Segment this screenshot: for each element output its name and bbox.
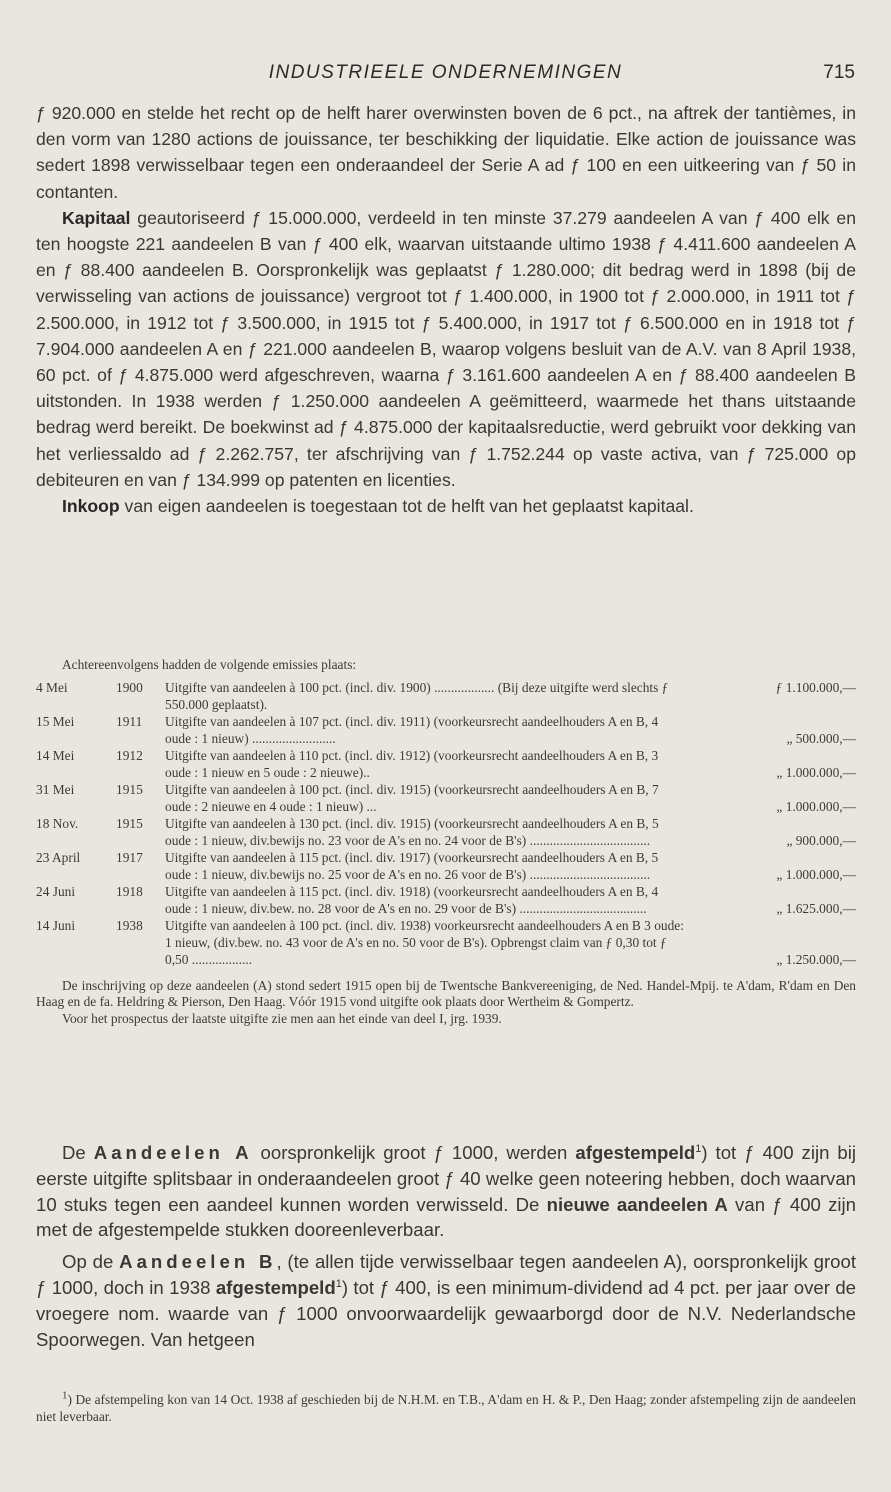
footnote-ref: 1 bbox=[335, 1277, 342, 1290]
emission-row bbox=[36, 815, 856, 849]
emission-amount: „ 1.625.000,— bbox=[776, 901, 856, 916]
footnote-text: ) De afstempeling kon van 14 Oct. 1938 af geschieden bij de N.H.M. en T.B., A'dam en H. & P., Den Haag; zonder afstempeling zijn de aandeelen niet leverbaar. bbox=[36, 1392, 856, 1424]
emission-year: 1912 bbox=[116, 748, 143, 763]
shares-a-paragraph bbox=[36, 1140, 856, 1243]
emission-amount: „ 1.000.000,— bbox=[776, 867, 856, 882]
emissions-note: Voor het prospectus der laatste uitgifte zie men aan het einde van deel I, jrg. 1939. bbox=[62, 1010, 502, 1026]
text-run: van ƒ 400 zijn met de afgestempelde stukken dooreenleverbaar. bbox=[36, 1193, 857, 1241]
text-run: , (te allen tijde verwisselbaar tegen aandeelen A), oorspronkelijk groot ƒ 1000, doch in 1938 bbox=[36, 1251, 857, 1298]
emission-date: 24 Juni bbox=[36, 884, 76, 899]
shares-b-paragraph bbox=[36, 1249, 856, 1352]
emission-row bbox=[36, 747, 856, 781]
page-header bbox=[36, 60, 855, 88]
emission-year: 1911 bbox=[116, 714, 143, 729]
emission-row bbox=[36, 917, 856, 968]
footnote-ref: 1 bbox=[695, 1142, 702, 1155]
emission-row bbox=[36, 849, 856, 883]
inkoop-lead: Inkoop bbox=[62, 496, 120, 517]
inkoop-text: van eigen aandeelen is toegestaan tot de helft van het geplaatst kapitaal. bbox=[119, 496, 694, 517]
emission-description: Uitgifte van aandeelen à 100 pct. (incl. div. 1900) .................. (Bij deze uitgifte werd slechts ƒ 550.000 geplaatst). bbox=[165, 680, 669, 712]
emission-row bbox=[36, 781, 856, 815]
emission-date: 15 Mei bbox=[36, 714, 75, 729]
stamped-term: afgestempeld bbox=[575, 1142, 696, 1163]
emission-description: Uitgifte van aandeelen à 115 pct. (incl. div. 1917) (voorkeursrecht aandeelhouders A en B, 5 oude : 1 nieuw, div.bewijs no. 25 voor de A's en no. 26 voor de B's) .................................... bbox=[165, 850, 659, 882]
text-run: De bbox=[62, 1142, 94, 1163]
emission-date: 14 Mei bbox=[36, 748, 75, 763]
intro-paragraph bbox=[36, 100, 856, 205]
new-shares-term: nieuwe aandeelen A bbox=[546, 1193, 728, 1215]
intro-section bbox=[36, 100, 856, 519]
text-run: ) tot ƒ 400 zijn bij eerste uitgifte splitsbaar in onderaandeelen groot ƒ 40 welke geen noteering hebben, doch waarvan 10 stuks tegen een aandeel kunnen worden verwisseld. De bbox=[36, 1142, 857, 1215]
emission-date: 18 Nov. bbox=[36, 816, 79, 831]
emission-amount: „ 1.250.000,— bbox=[776, 952, 856, 967]
emission-description: Uitgifte van aandeelen à 130 pct. (incl. div. 1915) (voorkeursrecht aandeelhouders A en B, 5 oude : 1 nieuw, div.bewijs no. 23 voor de A's en no. 24 voor de B's) .................................... bbox=[165, 816, 659, 848]
text-run: oorspronkelijk groot ƒ 1000, werden bbox=[252, 1142, 576, 1163]
emission-year: 1915 bbox=[116, 816, 143, 831]
emissions-table bbox=[36, 656, 856, 1027]
emission-year: 1918 bbox=[116, 884, 143, 899]
emission-date: 4 Mei bbox=[36, 680, 68, 695]
emission-row bbox=[36, 679, 856, 713]
emission-description: Uitgifte van aandeelen à 100 pct. (incl. div. 1915) (voorkeursrecht aandeelhouders A en B, 7 oude : 2 nieuwe en 4 oude : 1 nieuw) ... bbox=[165, 782, 659, 814]
emission-year: 1900 bbox=[116, 680, 143, 695]
emission-amount: ƒ 1.100.000,— bbox=[775, 680, 856, 695]
emission-description: Uitgifte van aandeelen à 110 pct. (incl. div. 1912) (voorkeursrecht aandeelhouders A en B, 3 oude : 1 nieuw en 5 oude : 2 nieuwe).. bbox=[165, 748, 659, 780]
emission-amount: „ 1.000.000,— bbox=[776, 765, 856, 780]
running-title: INDUSTRIEELE ONDERNEMINGEN bbox=[268, 62, 623, 83]
kapitaal-text: geautoriseerd ƒ 15.000.000, verdeeld in ten minste 37.279 aandeelen A van ƒ 400 elk en ten hoogste 221 aandeelen B van ƒ 400 elk, waarvan uitstaande ultimo 1938 ƒ 4.411.600 aandeelen A en ƒ 88.400 aandeelen B. Oorspronkelijk was geplaatst ƒ 1.280.000; dit bedrag werd in 1898 (bij de verwisseling van actions de jouissance) vergroot tot ƒ 1.400.000, in 1900 tot ƒ 2.000.000, in 1911 tot ƒ 2.500.000, in 1912 tot ƒ 3.500.000, in 1915 tot ƒ 5.400.000, in 1917 tot ƒ 6.500.000 en in 1918 tot ƒ 7.904.000 aandeelen A en ƒ 221.000 aandeelen B, waarop volgens besluit van de A.V. van 8 April 1938, 60 pct. of ƒ 4.875.000 werd afgeschreven, waarna ƒ 3.161.600 aandeelen A en ƒ 88.400 aandeelen B uitstonden. In 1938 werden ƒ 1.250.000 aandeelen A geëmitteerd, waarmede het thans uitstaande bedrag werd bereikt. De boekwinst ad ƒ 4.875.000 der kapitaalsreductie, werd gebruikt voor dekking van het verliessaldo ad ƒ 2.262.757, ter afschrijving van ƒ 1.752.244 op vaste activa, van ƒ 725.000 op debiteuren en van ƒ 134.999 op patenten en licenties. bbox=[36, 207, 856, 490]
emission-amount: „ 1.000.000,— bbox=[776, 799, 856, 814]
emissions-note: De inschrijving op deze aandeelen (A) stond sedert 1915 open bij de Twentsche Bankvereeniging, de Ned. Handel-Mpij. te A'dam, R'dam en Den Haag en de fa. Heldring & Pierson, Den Haag. Vóór 1915 vond uitgifte ook plaats door Wertheim & Gompertz. bbox=[36, 978, 856, 1010]
emission-description: Uitgifte van aandeelen à 107 pct. (incl. div. 1911) (voorkeursrecht aandeelhouders A en B, 4 oude : 1 nieuw) ......................... bbox=[165, 714, 659, 746]
shares-a-heading: Aandeelen A bbox=[93, 1142, 253, 1163]
emissions-title: Achtereenvolgens hadden de volgende emissies plaats: bbox=[62, 657, 357, 672]
emission-row bbox=[36, 713, 856, 747]
emission-row bbox=[36, 883, 856, 917]
emission-date: 14 Juni bbox=[36, 918, 76, 933]
emission-date: 23 April bbox=[36, 850, 81, 865]
emission-year: 1938 bbox=[116, 918, 143, 933]
kapitaal-paragraph bbox=[36, 205, 856, 493]
shares-section bbox=[36, 1140, 856, 1352]
emission-amount: „ 500.000,— bbox=[786, 731, 856, 746]
emission-year: 1917 bbox=[116, 850, 143, 865]
intro-text: ƒ 920.000 en stelde het recht op de helft harer overwinsten boven de 6 pct., na aftrek der tantièmes, in den vorm van 1280 actions de jouissance, ter beschikking der liquidatie. Elke action de jouissance was sedert 1898 verwisselbaar tegen een onderaandeel der Serie A ad ƒ 100 en een uitkeering van ƒ 50 in contanten. bbox=[36, 103, 856, 202]
emission-description: Uitgifte van aandeelen à 115 pct. (incl. div. 1918) (voorkeursrecht aandeelhouders A en B, 4 oude : 1 nieuw, div.bew. no. 28 voor de A's en no. 29 voor de B's) ...................................... bbox=[165, 884, 659, 916]
emission-amount: „ 900.000,— bbox=[786, 833, 856, 848]
inkoop-paragraph bbox=[36, 493, 856, 519]
emission-description: Uitgifte van aandeelen à 100 pct. (incl. div. 1938) voorkeursrecht aandeelhouders A en B 3 oude: 1 nieuw, (div.bew. no. 43 voor de A's en no. 50 voor de B's). Opbrengst claim van ƒ 0,30 tot ƒ 0,50 .................. bbox=[165, 918, 684, 967]
emission-year: 1915 bbox=[116, 782, 143, 797]
emission-date: 31 Mei bbox=[36, 782, 75, 797]
text-run: ) tot ƒ 400, is een minimum-dividend ad 4 pct. per jaar over de vroegere nom. waarde van ƒ 1000 onvoorwaardelijk gewaarborgd door de N.V. Nederlandsche Spoorwegen. Van hetgeen bbox=[36, 1276, 856, 1350]
footnote bbox=[36, 1389, 856, 1425]
page-number: 715 bbox=[823, 62, 855, 83]
shares-b-heading: Aandeelen B bbox=[119, 1251, 277, 1273]
kapitaal-lead: Kapitaal bbox=[62, 207, 131, 228]
footnote-mark: 1 bbox=[62, 1389, 68, 1402]
text-run: Op de bbox=[62, 1251, 120, 1273]
stamped-term: afgestempeld bbox=[215, 1276, 336, 1298]
